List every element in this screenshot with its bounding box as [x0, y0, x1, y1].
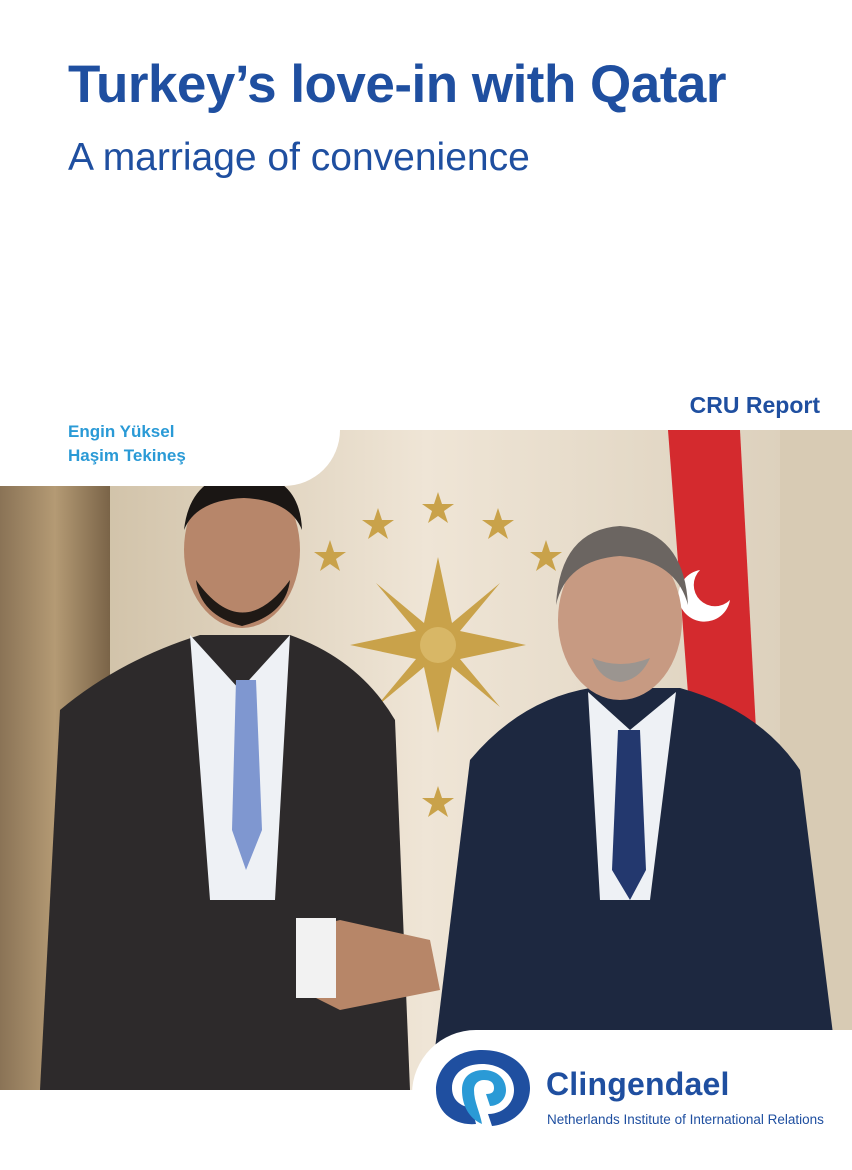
report-subtitle: A marriage of convenience: [68, 136, 530, 179]
report-type-label: CRU Report: [689, 392, 820, 418]
publisher-name: Clingendael: [546, 1066, 730, 1102]
author-list: [68, 420, 186, 468]
report-title: Turkey’s love-in with Qatar: [68, 55, 727, 114]
cover-photo: [0, 430, 852, 1090]
author-name: Haşim Tekineş: [68, 446, 186, 465]
publisher-tagline: Netherlands Institute of International Relations: [547, 1112, 824, 1127]
clingendael-logo-icon: [432, 1046, 532, 1133]
author-name: Engin Yüksel: [68, 422, 175, 441]
